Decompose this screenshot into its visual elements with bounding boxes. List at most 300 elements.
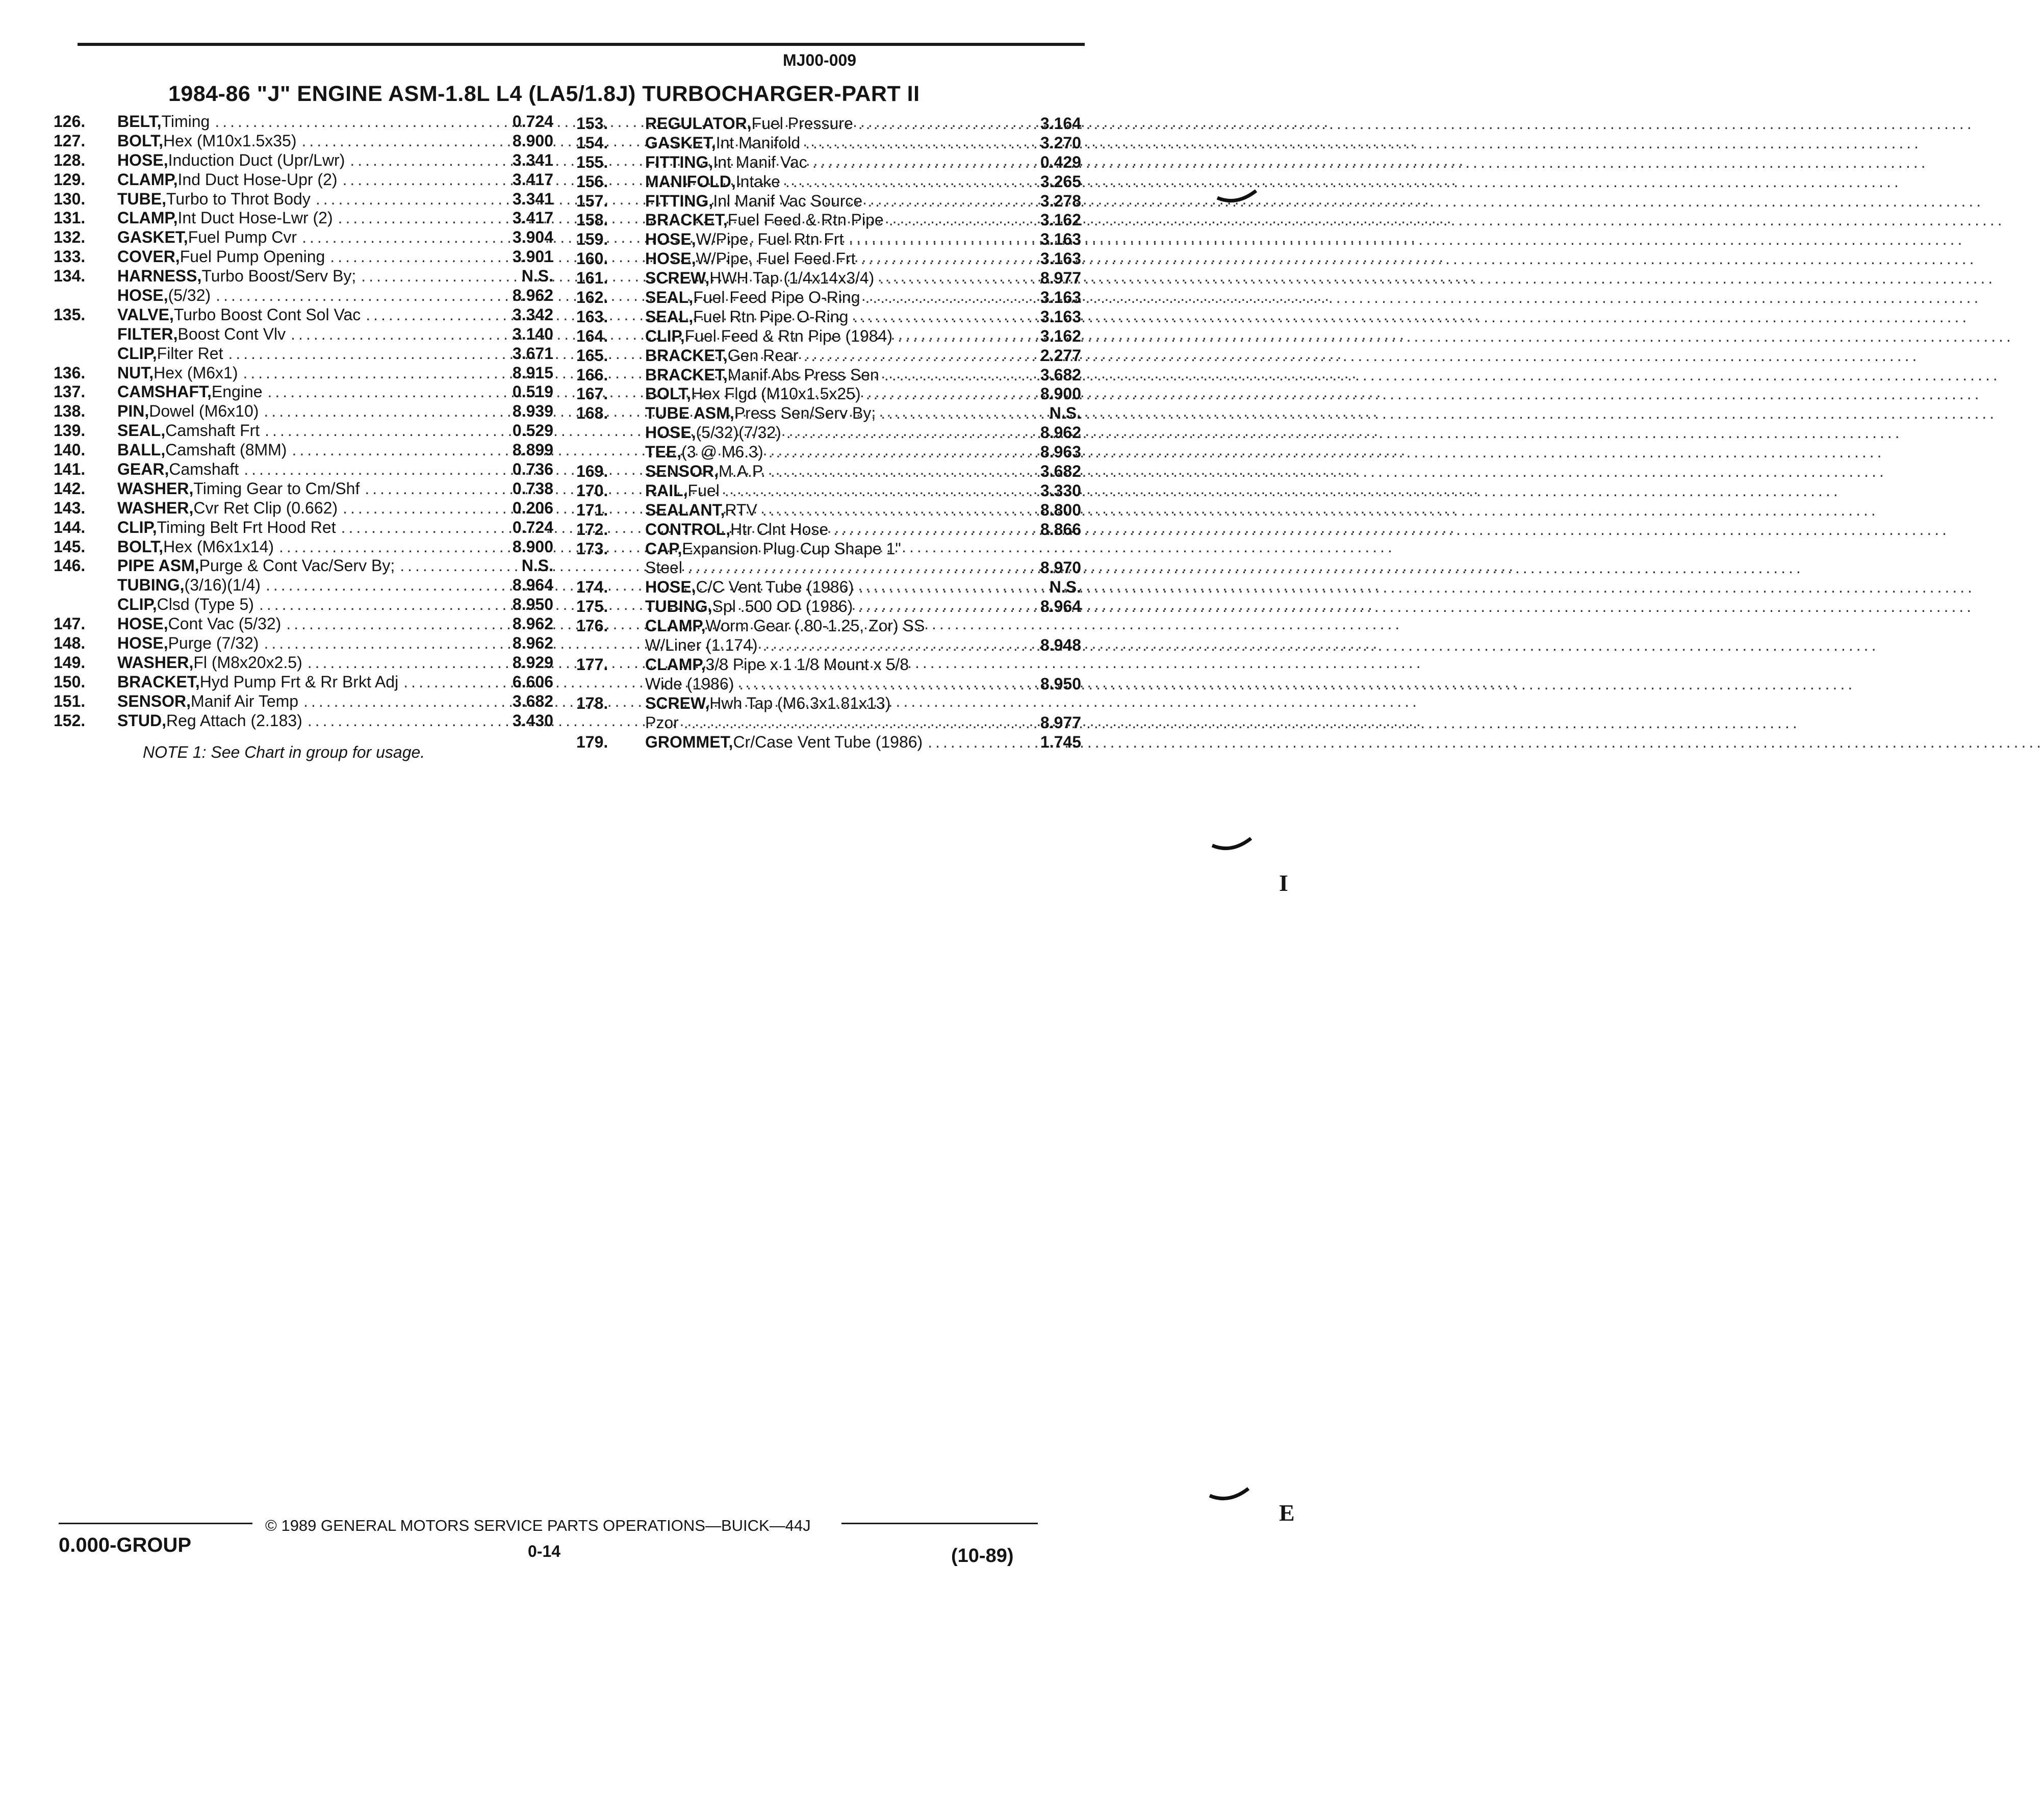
item-number: 140. (54, 441, 86, 459)
dot-leader (828, 520, 1950, 540)
footer-rule-left (59, 1523, 252, 1524)
part-detail: Expansion Plug Cup Shape 1" (682, 539, 901, 558)
part-detail: (3 @ M6.3) (681, 443, 763, 461)
part-detail: W/Pipe, Fuel Rtn Frt (696, 230, 844, 249)
part-detail: Camshaft (169, 460, 239, 479)
item-number: 165. (576, 346, 608, 365)
group-number: 3.270 (1040, 133, 1081, 152)
item-description (117, 151, 505, 170)
part-name: CLAMP, (117, 170, 178, 189)
dot-leader (757, 501, 1879, 520)
group-number: 0.429 (1040, 152, 1081, 171)
item-description (117, 634, 505, 653)
list-item (54, 537, 553, 557)
group-number: 8.963 (1040, 443, 1081, 461)
group-number: 3.330 (1040, 481, 1081, 500)
group-number: 8.915 (512, 363, 553, 382)
item-description (117, 460, 505, 479)
item-description (117, 421, 505, 441)
part-name: HARNESS, (117, 267, 202, 286)
list-item (54, 286, 553, 305)
part-name: BELT, (117, 112, 162, 131)
item-description (645, 694, 1048, 713)
dot-leader (679, 713, 1800, 733)
footer-group: 0.000-GROUP (59, 1534, 192, 1556)
item-number: 136. (54, 363, 86, 382)
part-detail: Clsd (Type 5) (157, 595, 254, 614)
item-description (645, 655, 1048, 675)
document-code: MJ00-009 (783, 51, 857, 69)
group-number: 8.866 (1040, 520, 1081, 538)
group-number: 3.163 (1040, 288, 1081, 307)
part-detail: Spl .500 OD (1986) (712, 597, 853, 616)
item-description (645, 134, 1048, 153)
item-description (645, 249, 1048, 269)
part-detail: Intake (735, 172, 780, 191)
list-item (54, 209, 553, 228)
item-description (645, 153, 1048, 172)
part-name: HOSE, (117, 634, 168, 653)
binder-mark-icon (1211, 836, 1252, 857)
part-name: BRACKET, (117, 672, 200, 691)
group-number: 3.682 (1040, 462, 1081, 481)
part-name: BOLT, (645, 384, 692, 403)
dot-leader (781, 423, 1903, 443)
group-number: 8.900 (512, 537, 553, 556)
list-item (54, 692, 553, 711)
part-name: FITTING, (645, 191, 713, 210)
list-item (576, 230, 1081, 249)
part-detail: Cont Vac (5/32) (168, 614, 282, 633)
list-item (54, 305, 553, 325)
part-name: FITTING, (645, 152, 713, 171)
list-item (54, 190, 553, 209)
list-item (54, 132, 553, 151)
part-detail: Fuel Feed Pipe O-Ring (693, 288, 860, 307)
item-description (117, 364, 505, 383)
item-number: 131. (54, 209, 86, 227)
item-description (645, 269, 1048, 288)
list-item (54, 614, 553, 634)
dot-leader (765, 462, 1887, 481)
part-detail: M.A.P. (719, 462, 765, 481)
group-number: 8.977 (1040, 269, 1081, 288)
group-number: 8.939 (512, 402, 553, 421)
item-description (645, 481, 1048, 501)
item-number: 150. (54, 672, 86, 691)
part-detail: Filter Ret (157, 344, 223, 363)
group-number: 3.164 (1040, 114, 1081, 133)
item-description (645, 172, 1048, 192)
item-number: 149. (54, 653, 86, 672)
item-number: 177. (576, 655, 608, 674)
item-description (117, 325, 505, 344)
item-description (645, 733, 1048, 752)
part-name: BRACKET, (645, 211, 728, 229)
part-detail: C/C Vent Tube (1986) (696, 578, 854, 597)
item-number: 145. (54, 537, 86, 556)
edge-letter: E (1279, 1500, 1295, 1526)
group-number: 3.341 (512, 150, 553, 169)
item-number: 161. (576, 269, 608, 288)
item-number: 130. (54, 189, 86, 208)
part-name: BRACKET, (645, 346, 728, 365)
list-item (576, 366, 1081, 385)
group-number: 3.341 (512, 189, 553, 208)
list-item (576, 636, 1081, 655)
part-detail: W/Liner (1.174) (645, 636, 758, 655)
list-item (54, 364, 553, 383)
part-name: HOSE, (645, 578, 696, 597)
part-name: MANIFOLD, (645, 172, 736, 191)
part-detail: Fl (M8x20x2.5) (193, 653, 302, 672)
part-name: CLAMP, (117, 209, 178, 227)
parts-list-left (54, 112, 553, 731)
item-description (117, 711, 505, 731)
part-name: VALVE, (117, 305, 174, 324)
item-description (645, 501, 1048, 520)
list-item (54, 595, 553, 614)
header-rule (78, 43, 1085, 46)
group-number: 0.724 (512, 518, 553, 536)
item-number: 169. (576, 462, 608, 481)
list-item (576, 713, 1081, 733)
part-detail: Fuel Feed & Rtn Pipe (1984) (684, 326, 892, 345)
part-name: WASHER, (117, 479, 194, 498)
part-name: HOSE, (645, 423, 696, 442)
page-title: 1984-86 "J" ENGINE ASM-1.8L L4 (LA5/1.8J) TURBOCHARGER-PART II (168, 82, 920, 106)
part-detail: Turbo to Throt Body (166, 189, 311, 208)
list-item (576, 269, 1081, 288)
item-number: 156. (576, 172, 608, 191)
group-number: 0.519 (512, 382, 553, 401)
item-description (645, 713, 1048, 733)
item-description (645, 366, 1048, 385)
group-number: 6.606 (512, 672, 553, 691)
part-name: WASHER, (117, 653, 194, 672)
dot-leader (844, 230, 1965, 249)
dot-leader (758, 636, 1879, 655)
item-number: 157. (576, 191, 608, 210)
part-name: CLAMP, (645, 617, 706, 635)
group-number: 8.964 (512, 576, 553, 595)
list-item (54, 344, 553, 364)
item-number: 167. (576, 384, 608, 403)
item-number: 158. (576, 211, 608, 229)
part-detail: Manif Abs Press Sen (727, 365, 879, 384)
part-detail: Fuel Pressure (751, 114, 853, 133)
list-item (54, 247, 553, 267)
item-number: 152. (54, 711, 86, 730)
part-name: GEAR, (117, 460, 169, 479)
item-number: 176. (576, 617, 608, 635)
item-number: 147. (54, 614, 86, 633)
list-item (54, 711, 553, 731)
part-detail: Fuel Pump Cvr (188, 228, 297, 247)
item-description (645, 404, 1048, 423)
part-name: GASKET, (645, 133, 716, 152)
item-description (645, 307, 1048, 327)
item-description (117, 247, 505, 267)
group-number: 3.163 (1040, 230, 1081, 249)
list-item (576, 114, 1081, 134)
dot-leader (682, 558, 1804, 578)
part-detail: Dowel (M6x10) (149, 402, 259, 421)
footer-date: (10-89) (951, 1545, 1014, 1567)
item-number: 160. (576, 249, 608, 268)
item-description (645, 114, 1048, 134)
item-description (645, 384, 1048, 404)
binder-mark-icon (1209, 1486, 1249, 1507)
dot-leader (763, 443, 1885, 462)
part-detail: Purge & Cont Vac/Serv By; (199, 556, 395, 575)
item-description (117, 556, 505, 576)
item-number: 128. (54, 150, 86, 169)
item-description (645, 327, 1048, 346)
part-name: TUBING, (117, 576, 185, 595)
item-number: 173. (576, 539, 608, 558)
list-item (54, 673, 553, 692)
item-number: 142. (54, 479, 86, 498)
list-item (576, 617, 1081, 636)
item-description (645, 462, 1048, 481)
list-item (576, 249, 1081, 269)
list-item (576, 462, 1081, 481)
item-number: 126. (54, 112, 86, 131)
item-number: 153. (576, 114, 608, 133)
list-item (54, 170, 553, 190)
footer-rule-right (841, 1523, 1038, 1524)
item-description (117, 209, 505, 228)
part-name: SENSOR, (117, 691, 191, 710)
item-description (645, 230, 1048, 249)
item-description (645, 617, 1048, 636)
group-number: 0.738 (512, 479, 553, 498)
group-number: 1.745 (1040, 732, 1081, 751)
item-number: 134. (54, 267, 86, 286)
dot-leader (807, 153, 1929, 172)
part-name: STUD, (117, 711, 166, 730)
item-description (117, 170, 505, 190)
group-number: 3.342 (512, 305, 553, 324)
item-description (117, 518, 505, 537)
item-number: 174. (576, 578, 608, 597)
item-number: 127. (54, 131, 86, 150)
part-detail: Ind Duct Hose-Upr (2) (177, 170, 338, 189)
list-item (54, 499, 553, 518)
part-name: COVER, (117, 247, 180, 266)
item-description (117, 614, 505, 634)
page-number: 0-14 (528, 1542, 561, 1560)
group-number: 3.278 (1040, 191, 1081, 210)
part-name: TUBING, (645, 597, 712, 616)
group-number: 8.962 (512, 634, 553, 653)
item-description (117, 499, 505, 518)
part-detail: Fuel Pump Opening (180, 247, 325, 266)
part-detail: 3/8 Pipe x 1 1/8 Mount x 5/8 (705, 655, 909, 674)
item-description (645, 423, 1048, 443)
part-detail: RTV (725, 500, 757, 519)
part-detail: Camshaft Frt (165, 421, 260, 440)
parts-list-right (576, 114, 1081, 752)
part-name: PIN, (117, 402, 149, 421)
item-description (117, 479, 505, 499)
list-item (54, 441, 553, 460)
part-detail: Turbo Boost/Serv By; (201, 267, 356, 286)
group-number: 0.529 (512, 421, 553, 440)
group-number: 3.671 (512, 344, 553, 363)
item-description (645, 636, 1048, 655)
list-item (576, 675, 1081, 694)
group-number: 3.163 (1040, 249, 1081, 268)
list-item (576, 481, 1081, 501)
part-detail: Turbo Boost Cont Sol Vac (173, 305, 361, 324)
usage-note: NOTE 1: See Chart in group for usage. (143, 743, 425, 761)
part-detail: Manif Air Temp (191, 691, 299, 710)
part-name: CLIP, (117, 595, 157, 614)
part-detail: Timing Belt Frt Hood Ret (157, 518, 336, 536)
part-detail: Htr Clnt Hose (730, 520, 829, 538)
list-item (576, 443, 1081, 462)
part-name: RAIL, (645, 481, 688, 500)
part-detail: Worm Gear (.80-1.25, Zor) SS (705, 617, 925, 635)
dot-leader (848, 307, 1970, 327)
list-item (576, 192, 1081, 211)
item-description (645, 558, 1048, 578)
group-number: 3.140 (512, 324, 553, 343)
item-number: 179. (576, 732, 608, 751)
dot-leader (734, 675, 1855, 694)
list-item (576, 733, 1081, 752)
item-description (117, 402, 505, 421)
list-item (576, 384, 1081, 404)
part-detail: Reg Attach (2.183) (166, 711, 302, 730)
part-name: WASHER, (117, 498, 194, 517)
part-name: BOLT, (117, 131, 164, 150)
item-description (117, 305, 505, 325)
part-name: GROMMET, (645, 732, 733, 751)
group-number: 8.970 (1040, 558, 1081, 577)
item-number: 164. (576, 326, 608, 345)
list-item (54, 112, 553, 132)
part-name: HOSE, (117, 150, 168, 169)
item-number: 129. (54, 170, 86, 189)
list-item (54, 518, 553, 537)
part-detail: Cr/Case Vent Tube (1986) (733, 732, 923, 751)
part-detail: Fuel Feed & Rtn Pipe (727, 211, 884, 229)
part-name: HOSE, (645, 249, 696, 268)
list-item (54, 267, 553, 286)
item-description (645, 675, 1048, 694)
list-item (54, 634, 553, 653)
item-description (117, 286, 505, 305)
group-number: N.S. (521, 267, 553, 286)
item-number: 162. (576, 288, 608, 307)
item-description (645, 597, 1048, 617)
list-item (576, 327, 1081, 346)
group-number: 0.736 (512, 460, 553, 479)
item-description (645, 211, 1048, 230)
item-description (645, 578, 1048, 597)
list-item (576, 423, 1081, 443)
group-number: 8.800 (1040, 500, 1081, 519)
part-name: BRACKET, (645, 365, 728, 384)
part-name: BALL, (117, 441, 166, 459)
item-number: 141. (54, 460, 86, 479)
part-detail: Int Duct Hose-Lwr (2) (177, 209, 333, 227)
list-item (576, 172, 1081, 192)
list-item (54, 382, 553, 402)
group-number: N.S. (521, 556, 553, 575)
item-description (117, 537, 505, 557)
part-detail: Fuel (687, 481, 720, 500)
group-number: 8.900 (1040, 384, 1081, 403)
group-number: N.S. (1049, 578, 1081, 597)
item-number: 159. (576, 230, 608, 249)
part-name: PIPE ASM, (117, 556, 199, 575)
list-item (54, 479, 553, 499)
list-item (54, 576, 553, 595)
dot-leader (799, 346, 1920, 366)
part-name: GASKET, (117, 228, 188, 247)
list-item (54, 653, 553, 673)
part-name: NUT, (117, 363, 154, 382)
part-detail: Camshaft (8MM) (165, 441, 287, 459)
group-number: 8.950 (512, 595, 553, 614)
edge-letter: I (1279, 870, 1288, 896)
item-number: 138. (54, 402, 86, 421)
list-item (54, 556, 553, 576)
part-name: CAMSHAFT, (117, 382, 212, 401)
group-number: 3.162 (1040, 211, 1081, 229)
item-description (645, 288, 1048, 307)
item-number: 151. (54, 691, 86, 710)
part-detail: (5/32)(7/32) (696, 423, 781, 442)
group-number: 0.206 (512, 498, 553, 517)
group-number: 3.417 (512, 170, 553, 189)
part-name: CAP, (645, 539, 682, 558)
list-item (576, 134, 1081, 153)
group-number: 8.948 (1040, 636, 1081, 655)
item-description (117, 190, 505, 209)
binder-mark-icon (1216, 189, 1257, 209)
list-item (54, 402, 553, 421)
item-number: 143. (54, 498, 86, 517)
part-name: BOLT, (117, 537, 164, 556)
group-number: 8.900 (512, 131, 553, 150)
part-name: CLIP, (645, 326, 685, 345)
item-description (117, 132, 505, 151)
item-description (117, 576, 505, 595)
item-description (117, 441, 505, 460)
part-detail: Press Sen/Serv By; (734, 404, 876, 423)
part-name: TUBE ASM, (645, 404, 734, 423)
part-detail: Inl Manif Vac Source (713, 191, 863, 210)
part-detail: Engine (211, 382, 263, 401)
group-number: 0.724 (512, 112, 553, 131)
item-number: 171. (576, 500, 608, 519)
part-detail: HWH Tap (1/4x14x3/4) (709, 269, 875, 288)
group-number: 8.977 (1040, 713, 1081, 732)
group-number: N.S. (1049, 404, 1081, 423)
part-detail: Boost Cont Vlv (177, 324, 286, 343)
part-detail: Pzor (645, 713, 679, 732)
item-number: 139. (54, 421, 86, 440)
part-name: SCREW, (645, 269, 710, 288)
list-item (576, 211, 1081, 230)
list-item (576, 597, 1081, 617)
item-description (117, 653, 505, 673)
